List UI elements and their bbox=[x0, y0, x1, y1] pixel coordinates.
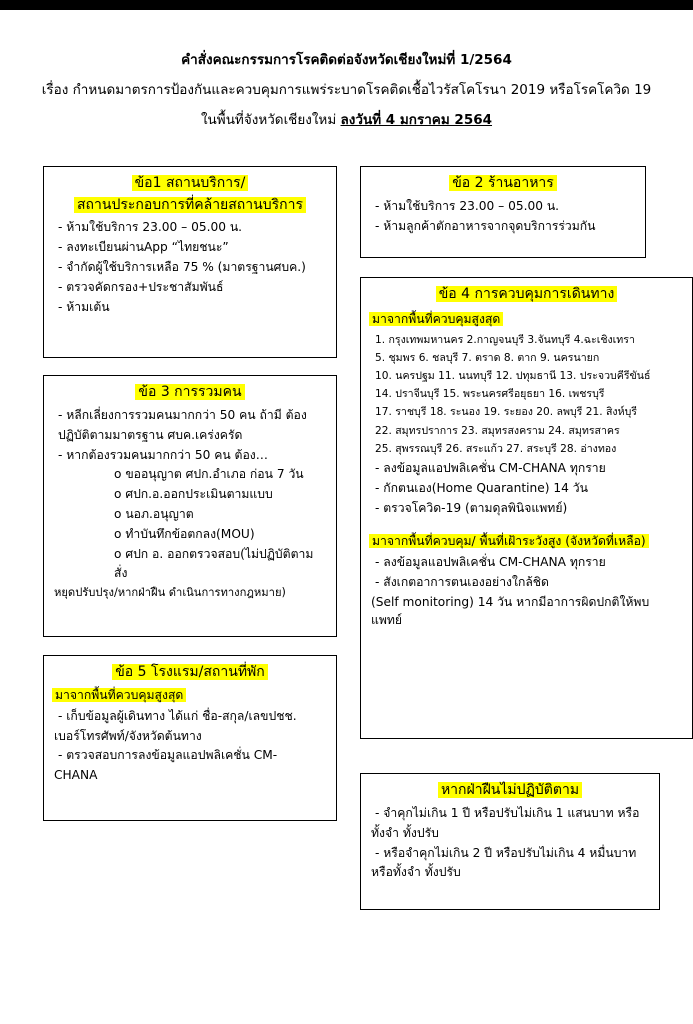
sub-list-item: o ศปก.อ.ออกประเมินตามแบบ bbox=[114, 487, 273, 502]
list-item: - ห้ามใช้บริการ 23.00 – 05.00 น. bbox=[375, 198, 560, 213]
area-text: ในพื้นที่จังหวัดเชียงใหม่ bbox=[200, 112, 341, 128]
section-2-restaurants bbox=[360, 166, 646, 258]
order-date: ลงวันที่ 4 มกราคม 2564 bbox=[340, 112, 493, 128]
list-item: เบอร์โทรศัพท์/จังหวัดต้นทาง bbox=[54, 728, 202, 743]
section-1-title-line2: สถานประกอบการที่คล้ายสถานบริการ bbox=[74, 197, 306, 213]
list-item: - ตรวจโควิด-19 (ตามดุลพินิจแพทย์) bbox=[375, 500, 568, 515]
sub-list-item: o นอภ.อนุญาต bbox=[114, 507, 194, 522]
list-item: - สังเกตอาการตนเองอย่างใกล้ชิด bbox=[375, 574, 549, 589]
self-monitoring-line: (Self monitoring) 14 วัน หากมีอาการผิดปกติให้พบ bbox=[371, 594, 650, 609]
order-title: คำสั่งคณะกรรมการโรคติดต่อจังหวัดเชียงใหม่ที่ 1/2564 bbox=[181, 52, 512, 68]
list-item: - หลีกเลี่ยงการรวมคนมากกว่า 50 คน ถ้ามี ต้อง bbox=[58, 407, 307, 422]
section-5-zone-label: มาจากพื้นที่ควบคุมสูงสุด bbox=[52, 688, 186, 702]
list-item: - ห้ามลูกค้าตักอาหารจากจุดบริการร่วมกัน bbox=[375, 218, 596, 233]
section-1-title-line1: ข้อ1 สถานบริการ/ bbox=[132, 175, 249, 191]
list-item: - หรือจำคุกไม่เกิน 2 ปี หรือปรับไม่เกิน 4 หมื่นบาท bbox=[375, 845, 637, 860]
sub-list-item: o ทำบันทึกข้อตกลง(MOU) bbox=[114, 527, 255, 542]
list-item: - จำกัดผู้ใช้บริการเหลือ 75 % (มาตรฐานศบค.) bbox=[58, 260, 306, 275]
list-item: - ห้ามใช้บริการ 23.00 – 05.00 น. bbox=[58, 220, 243, 235]
top-black-bar bbox=[0, 0, 693, 10]
list-item: ทั้งจำ ทั้งปรับ bbox=[371, 825, 439, 840]
list-item: ปฏิบัติตามมาตรฐาน ศบค.เคร่งครัด bbox=[58, 427, 243, 442]
section-3-gatherings bbox=[43, 375, 337, 637]
list-item: - กักตนเอง(Home Quarantine) 14 วัน bbox=[375, 481, 588, 496]
list-item: - เก็บข้อมูลผู้เดินทาง ได้แก่ ชื่อ-สกุล/เลขปชช. bbox=[58, 708, 297, 723]
highest-control-zone-label: มาจากพื้นที่ควบคุมสูงสุด bbox=[369, 312, 503, 326]
section-4-title: ข้อ 4 การควบคุมการเดินทาง bbox=[436, 286, 618, 302]
province-line: 17. ราชบุรี 18. ระนอง 19. ระยอง 20. ลพบุรี 21. สิงห์บุรี bbox=[375, 406, 637, 419]
order-area-date bbox=[0, 108, 693, 130]
province-line: 14. ปราจีนบุรี 15. พระนครศรีอยุธยา 16. เพชรบุรี bbox=[375, 388, 605, 401]
province-line: 22. สมุทรปราการ 23. สมุทรสงคราม 24. สมุทรสาคร bbox=[375, 424, 620, 437]
province-line: 5. ชุมพร 6. ชลบุรี 7. ตราด 8. ตาก 9. นครนายก bbox=[375, 351, 600, 364]
section-5-title: ข้อ 5 โรงแรม/สถานที่พัก bbox=[112, 664, 268, 680]
list-item: - จำคุกไม่เกิน 1 ปี หรือปรับไม่เกิน 1 แสนบาท หรือ bbox=[375, 805, 640, 820]
sub-list-item: o ขออนุญาต ศปก.อำเภอ ก่อน 7 วัน bbox=[114, 467, 304, 482]
province-line: 10. นครปฐม 11. นนทบุรี 12. ปทุมธานี 13. ประจวบคีรีขันธ์ bbox=[375, 370, 651, 383]
section-4-travel-control bbox=[360, 277, 693, 739]
section-1-service-venues bbox=[43, 166, 337, 358]
penalties-box bbox=[360, 773, 660, 910]
province-line: 25. สุพรรณบุรี 26. สระแก้ว 27. สระบุรี 28. อ่างทอง bbox=[375, 442, 617, 455]
section-5-hotels bbox=[43, 655, 337, 821]
penalties-title: หากฝ่าฝืนไม่ปฏิบัติตาม bbox=[438, 782, 582, 798]
self-monitoring-line: แพทย์ bbox=[371, 613, 403, 628]
list-item: CHANA bbox=[54, 768, 98, 783]
list-item: - ลงข้อมูลแอปพลิเคชั่น CM-CHANA ทุกราย bbox=[375, 554, 606, 569]
section-1-title bbox=[52, 173, 328, 216]
section-2-title: ข้อ 2 ร้านอาหาร bbox=[449, 175, 557, 191]
list-item: - ตรวจสอบการลงข้อมูลแอปพลิเคชั่น CM- bbox=[58, 748, 278, 763]
control-zone-label: มาจากพื้นที่ควบคุม/ พื้นที่เฝ้าระวังสูง (จังหวัดที่เหลือ) bbox=[369, 534, 649, 548]
province-line: 1. กรุงเทพมหานคร 2.กาญจนบุรี 3.จันทบุรี 4.ฉะเชิงเทรา bbox=[375, 333, 635, 346]
order-subject: เรื่อง กำหนดมาตรการป้องกันและควบคุมการแพร่ระบาดโรคติดเชื้อไวรัสโคโรนา 2019 หรือโรคโควิด 19 bbox=[41, 82, 652, 98]
list-item: - หากต้องรวมคนมากกว่า 50 คน ต้อง… bbox=[58, 447, 268, 462]
list-item: - ลงข้อมูลแอปพลิเคชั่น CM-CHANA ทุกราย bbox=[375, 461, 606, 476]
sub-list-item: o ศปก อ. ออกตรวจสอบ(ไม่ปฏิบัติตาม สั่ง bbox=[114, 547, 314, 580]
section-3-tail: หยุดปรับปรุง/หากฝ่าฝืน ดำเนินการทางกฎหมาย) bbox=[54, 585, 286, 599]
list-item: - ลงทะเบียนผ่านApp “ไทยชนะ” bbox=[58, 240, 229, 255]
document-header bbox=[0, 48, 693, 130]
list-item: - ห้ามเต้น bbox=[58, 300, 110, 314]
section-3-title: ข้อ 3 การรวมคน bbox=[135, 384, 244, 400]
list-item: - ตรวจคัดกรอง+ประชาสัมพันธ์ bbox=[58, 280, 224, 295]
list-item: หรือทั้งจำ ทั้งปรับ bbox=[371, 865, 461, 880]
